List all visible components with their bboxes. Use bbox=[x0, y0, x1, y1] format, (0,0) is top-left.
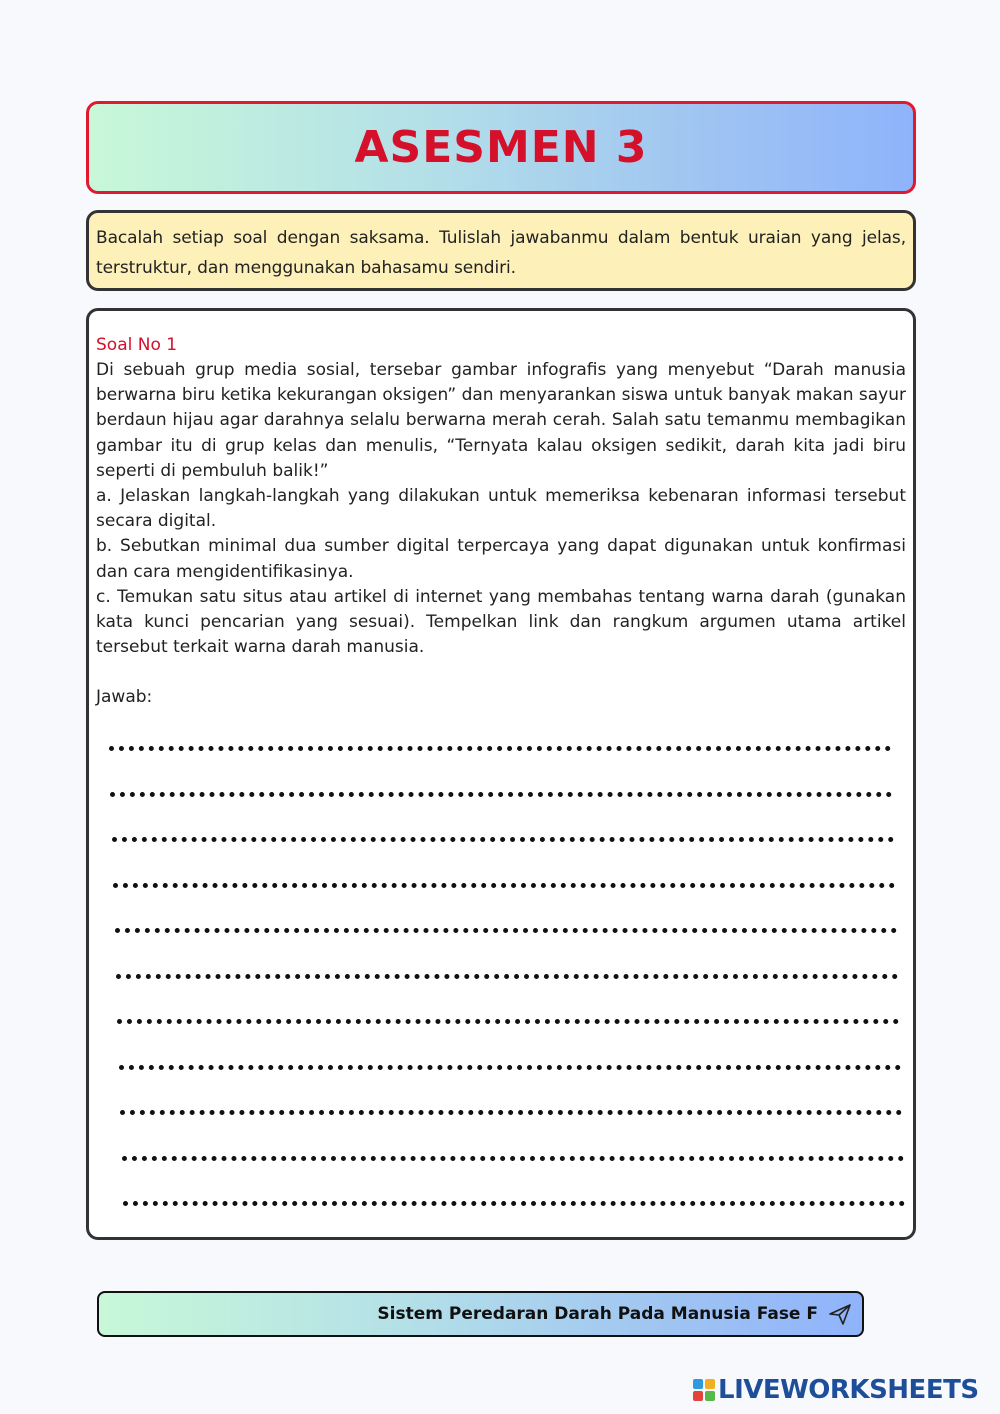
answer-line[interactable] bbox=[96, 726, 906, 772]
answer-line[interactable] bbox=[96, 908, 906, 954]
send-icon[interactable] bbox=[828, 1302, 852, 1326]
answer-line-dots bbox=[117, 1019, 899, 1024]
answer-line[interactable] bbox=[96, 817, 906, 863]
answer-line[interactable] bbox=[96, 954, 906, 1000]
question-intro: Di sebuah grup media sosial, tersebar gambar infografis yang menyebut “Darah manusia berwarna biru ketika kekurangan oksigen” dan menyarankan siswa untuk banyak makan sayur berdaun hijau agar darahnya selalu berwarna merah cerah. Salah satu temanmu membagikan gambar itu di grup kelas dan menulis, “Ternyata kalau oksigen sedikit, darah kita jadi biru seperti di pembuluh balik!” bbox=[96, 360, 906, 481]
title-banner bbox=[86, 101, 916, 194]
instruction-text: Bacalah setiap soal dengan saksama. Tulislah jawabanmu dalam bentuk uraian yang jelas, terstruktur, dan menggunakan bahasamu sendiri. bbox=[96, 228, 906, 278]
answer-line[interactable] bbox=[96, 772, 906, 818]
question-part-c: c. Temukan satu situs atau artikel di internet yang membahas tentang warna darah (gunakan kata kunci pencarian yang sesuai). Tempelkan link dan rangkum argumen utama artikel tersebut terkait warna darah manusia. bbox=[96, 586, 906, 658]
answer-line-dots bbox=[113, 883, 895, 888]
answer-line-dots bbox=[110, 792, 892, 797]
question-part-a: a. Jelaskan langkah-langkah yang dilakukan untuk memeriksa kebenaran informasi tersebut secara digital. bbox=[96, 486, 906, 532]
question-box bbox=[86, 308, 916, 1240]
brand-watermark bbox=[693, 1372, 979, 1408]
answer-line-dots bbox=[120, 1110, 902, 1115]
footer-banner bbox=[97, 1291, 864, 1337]
answer-line[interactable] bbox=[96, 863, 906, 909]
answer-line-dots bbox=[109, 746, 891, 751]
answer-area[interactable] bbox=[96, 726, 906, 1227]
answer-line[interactable] bbox=[96, 1136, 906, 1182]
answer-line-dots bbox=[115, 928, 897, 933]
answer-line-dots bbox=[116, 974, 898, 979]
question-part-b: b. Sebutkan minimal dua sumber digital terpercaya yang dapat digunakan untuk konfirmasi dan cara mengidentifikasinya. bbox=[96, 536, 906, 582]
answer-line[interactable] bbox=[96, 1090, 906, 1136]
instruction-box bbox=[86, 210, 916, 291]
answer-line[interactable] bbox=[96, 1181, 906, 1227]
brand-text: LIVEWORKSHEETS bbox=[718, 1375, 979, 1405]
footer-text: Sistem Peredaran Darah Pada Manusia Fase F bbox=[377, 1304, 818, 1324]
answer-label: Jawab: bbox=[96, 687, 153, 708]
page-title: ASESMEN 3 bbox=[354, 122, 648, 173]
answer-line-dots bbox=[112, 837, 894, 842]
answer-line-dots bbox=[119, 1065, 901, 1070]
answer-line[interactable] bbox=[96, 1045, 906, 1091]
answer-line-dots bbox=[123, 1201, 905, 1206]
liveworksheets-logo-icon bbox=[693, 1379, 715, 1401]
question-label: Soal No 1 bbox=[96, 335, 178, 355]
answer-line[interactable] bbox=[96, 999, 906, 1045]
answer-line-dots bbox=[122, 1156, 904, 1161]
